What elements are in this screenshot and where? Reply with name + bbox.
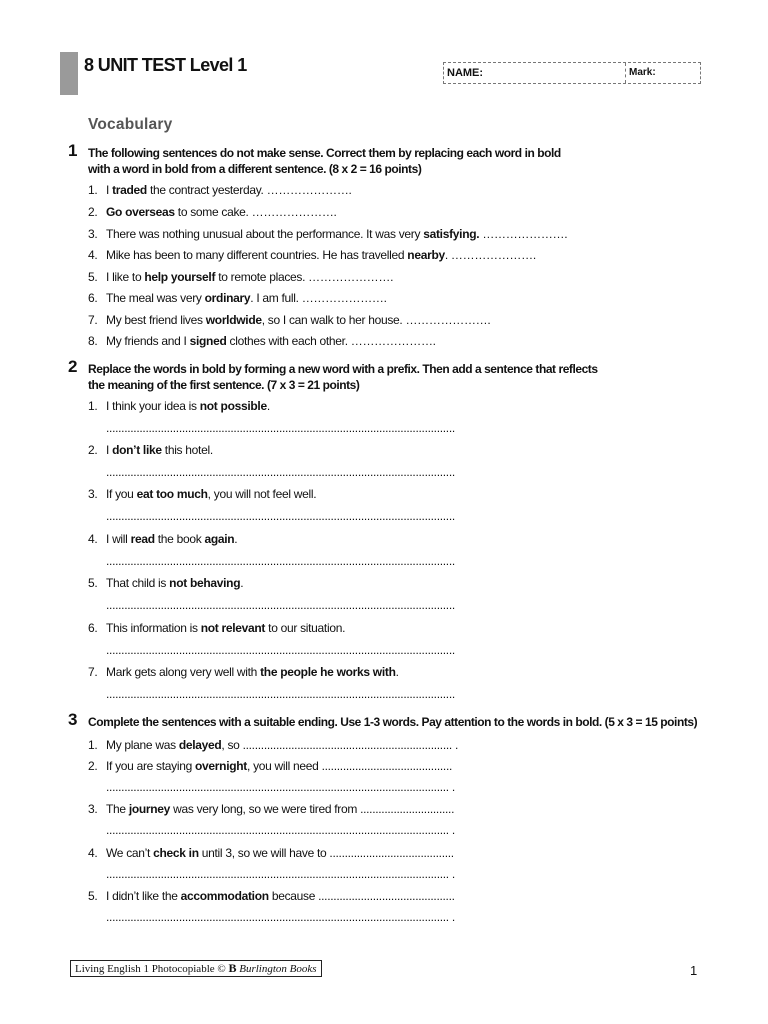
question-item bbox=[88, 291, 387, 305]
title-bar-accent bbox=[60, 52, 78, 95]
question-number: 1. bbox=[88, 399, 98, 413]
question-item bbox=[88, 487, 316, 501]
question-text: The meal was very bbox=[106, 291, 205, 305]
question-item bbox=[88, 621, 345, 635]
question-text: to our situation. bbox=[265, 621, 346, 635]
question-number: 5. bbox=[88, 270, 98, 284]
question-bold: delayed bbox=[178, 738, 222, 752]
question-bold: check in bbox=[153, 846, 199, 860]
exercise-1-instruction bbox=[88, 145, 688, 177]
question-bold: signed bbox=[189, 334, 227, 348]
answer-line[interactable]: ................................................................................................................... bbox=[106, 465, 455, 479]
question-item bbox=[88, 532, 237, 546]
question-bold: eat too much bbox=[136, 487, 208, 501]
question-text: , you will need ........................................... bbox=[247, 759, 453, 773]
exercise-1-number: 1 bbox=[68, 141, 78, 160]
question-number: 4. bbox=[88, 532, 98, 546]
question-text: My plane was bbox=[106, 738, 179, 752]
question-text: I bbox=[106, 183, 113, 197]
question-text: to remote places. …………………. bbox=[215, 270, 394, 284]
question-bold: nearby bbox=[407, 248, 445, 262]
question-text: I didn’t like the bbox=[106, 889, 181, 903]
question-text: . I am full. …………………. bbox=[250, 291, 387, 305]
question-number: 2. bbox=[88, 443, 98, 457]
answer-line[interactable]: ................................................................................................................. . bbox=[106, 867, 455, 881]
question-text: I like to bbox=[106, 270, 145, 284]
name-field[interactable]: NAME: bbox=[444, 63, 626, 83]
answer-line[interactable]: ................................................................................................................. . bbox=[106, 823, 455, 837]
exercise-3-instruction: Complete the sentences with a suitable ending. Use 1-3 words. Pay attention to the words in bold. (5 x 3 = 15 points) bbox=[88, 715, 698, 729]
question-text: I bbox=[106, 443, 113, 457]
question-text: I think your idea is bbox=[106, 399, 200, 413]
question-item bbox=[88, 270, 393, 284]
question-number: 4. bbox=[88, 846, 98, 860]
mark-field[interactable]: Mark: bbox=[629, 67, 656, 78]
question-text: . bbox=[240, 576, 244, 590]
question-item bbox=[88, 846, 454, 860]
question-bold: worldwide bbox=[205, 313, 262, 327]
exercise-2-instruction bbox=[88, 361, 688, 393]
question-text: Mark gets along very well with bbox=[106, 665, 261, 679]
question-number: 3. bbox=[88, 487, 98, 501]
answer-line[interactable]: ................................................................................................................. . bbox=[106, 780, 455, 794]
question-bold: again bbox=[204, 532, 235, 546]
question-text: If you are staying bbox=[106, 759, 196, 773]
question-number: 6. bbox=[88, 621, 98, 635]
instruction-line: the meaning of the first sentence. (7 x 3 = 21 points) bbox=[88, 378, 360, 392]
question-text: . bbox=[395, 665, 399, 679]
question-text: to some cake. …………………. bbox=[174, 205, 337, 219]
question-text: clothes with each other. …………………. bbox=[226, 334, 436, 348]
question-item bbox=[88, 334, 436, 348]
footer-credit bbox=[70, 960, 322, 977]
question-text: There was nothing unusual about the performance. It was very bbox=[106, 227, 424, 241]
question-bold: not possible bbox=[199, 399, 267, 413]
instruction-line: Replace the words in bold by forming a new word with a prefix. Then add a sentence that reflects bbox=[88, 362, 598, 376]
question-bold: the people he works with bbox=[260, 665, 396, 679]
question-text: this hotel. bbox=[161, 443, 213, 457]
question-item bbox=[88, 183, 352, 197]
question-text: , so ..................................................................... . bbox=[221, 738, 458, 752]
answer-line[interactable]: ................................................................................................................... bbox=[106, 509, 455, 523]
question-number: 7. bbox=[88, 665, 98, 679]
section-title: Vocabulary bbox=[88, 116, 173, 133]
question-number: 5. bbox=[88, 889, 98, 903]
instruction-line: with a word in bold from a different sentence. (8 x 2 = 16 points) bbox=[88, 162, 422, 176]
question-item bbox=[88, 227, 567, 241]
question-item bbox=[88, 738, 458, 752]
question-text: Mike has been to many different countries. He has travelled bbox=[106, 248, 408, 262]
page-number: 1 bbox=[690, 963, 698, 978]
burlington-logo-icon: B bbox=[228, 961, 237, 975]
question-text: I will bbox=[106, 532, 131, 546]
question-number: 2. bbox=[88, 759, 98, 773]
question-item bbox=[88, 889, 455, 903]
question-text: The bbox=[106, 802, 129, 816]
question-text: …………………. bbox=[479, 227, 568, 241]
page-title: 8 UNIT TEST Level 1 bbox=[84, 55, 247, 75]
question-item bbox=[88, 313, 490, 327]
question-item bbox=[88, 205, 337, 219]
question-bold: help yourself bbox=[144, 270, 216, 284]
question-item bbox=[88, 759, 452, 773]
question-text: . bbox=[234, 532, 238, 546]
answer-line[interactable]: ................................................................................................................... bbox=[106, 643, 455, 657]
question-number: 2. bbox=[88, 205, 98, 219]
answer-line[interactable]: ................................................................................................................... bbox=[106, 598, 455, 612]
question-item bbox=[88, 248, 536, 262]
question-number: 5. bbox=[88, 576, 98, 590]
question-bold: satisfying. bbox=[423, 227, 480, 241]
question-item bbox=[88, 665, 399, 679]
question-text: was very long, so we were tired from ............................... bbox=[170, 802, 455, 816]
question-text: We can’t bbox=[106, 846, 154, 860]
question-bold: traded bbox=[112, 183, 147, 197]
question-bold: Go overseas bbox=[106, 205, 175, 219]
question-number: 3. bbox=[88, 227, 98, 241]
question-bold: overnight bbox=[195, 759, 247, 773]
question-text: until 3, so we will have to ......................................... bbox=[198, 846, 454, 860]
question-text: My best friend lives bbox=[106, 313, 206, 327]
question-number: 7. bbox=[88, 313, 98, 327]
question-number: 4. bbox=[88, 248, 98, 262]
question-bold: read bbox=[130, 532, 155, 546]
question-bold: accommodation bbox=[180, 889, 269, 903]
question-item bbox=[88, 576, 243, 590]
question-text: the book bbox=[154, 532, 205, 546]
question-text: the contract yesterday. …………………. bbox=[146, 183, 352, 197]
question-bold: journey bbox=[128, 802, 171, 816]
answer-line[interactable]: ................................................................................................................. . bbox=[106, 910, 455, 924]
question-number: 6. bbox=[88, 291, 98, 305]
answer-line[interactable]: ................................................................................................................... bbox=[106, 687, 455, 701]
answer-line[interactable]: ................................................................................................................... bbox=[106, 554, 455, 568]
question-text: . …………………. bbox=[444, 248, 536, 262]
question-bold: ordinary bbox=[204, 291, 251, 305]
question-bold: not behaving bbox=[169, 576, 241, 590]
question-number: 8. bbox=[88, 334, 98, 348]
question-item bbox=[88, 443, 213, 457]
footer-text: Living English 1 Photocopiable © bbox=[75, 963, 229, 975]
instruction-line: The following sentences do not make sense. Correct them by replacing each word in bold bbox=[88, 146, 561, 160]
exercise-2-number: 2 bbox=[68, 357, 78, 376]
question-text: because ............................................. bbox=[268, 889, 455, 903]
exercise-3-number: 3 bbox=[68, 710, 78, 729]
question-bold: don’t like bbox=[112, 443, 162, 457]
question-bold: not relevant bbox=[200, 621, 266, 635]
question-text: This information is bbox=[106, 621, 201, 635]
footer-brand: Burlington Books bbox=[239, 963, 317, 975]
question-item bbox=[88, 399, 270, 413]
question-text: , so I can walk to her house. …………………. bbox=[261, 313, 491, 327]
question-text: My friends and I bbox=[106, 334, 190, 348]
question-item bbox=[88, 802, 454, 816]
question-text: That child is bbox=[106, 576, 170, 590]
question-text: . bbox=[266, 399, 270, 413]
answer-line[interactable]: ................................................................................................................... bbox=[106, 421, 455, 435]
question-text: , you will not feel well. bbox=[207, 487, 317, 501]
question-text: If you bbox=[106, 487, 137, 501]
question-number: 1. bbox=[88, 738, 98, 752]
question-number: 1. bbox=[88, 183, 98, 197]
name-mark-box bbox=[443, 62, 701, 84]
question-number: 3. bbox=[88, 802, 98, 816]
